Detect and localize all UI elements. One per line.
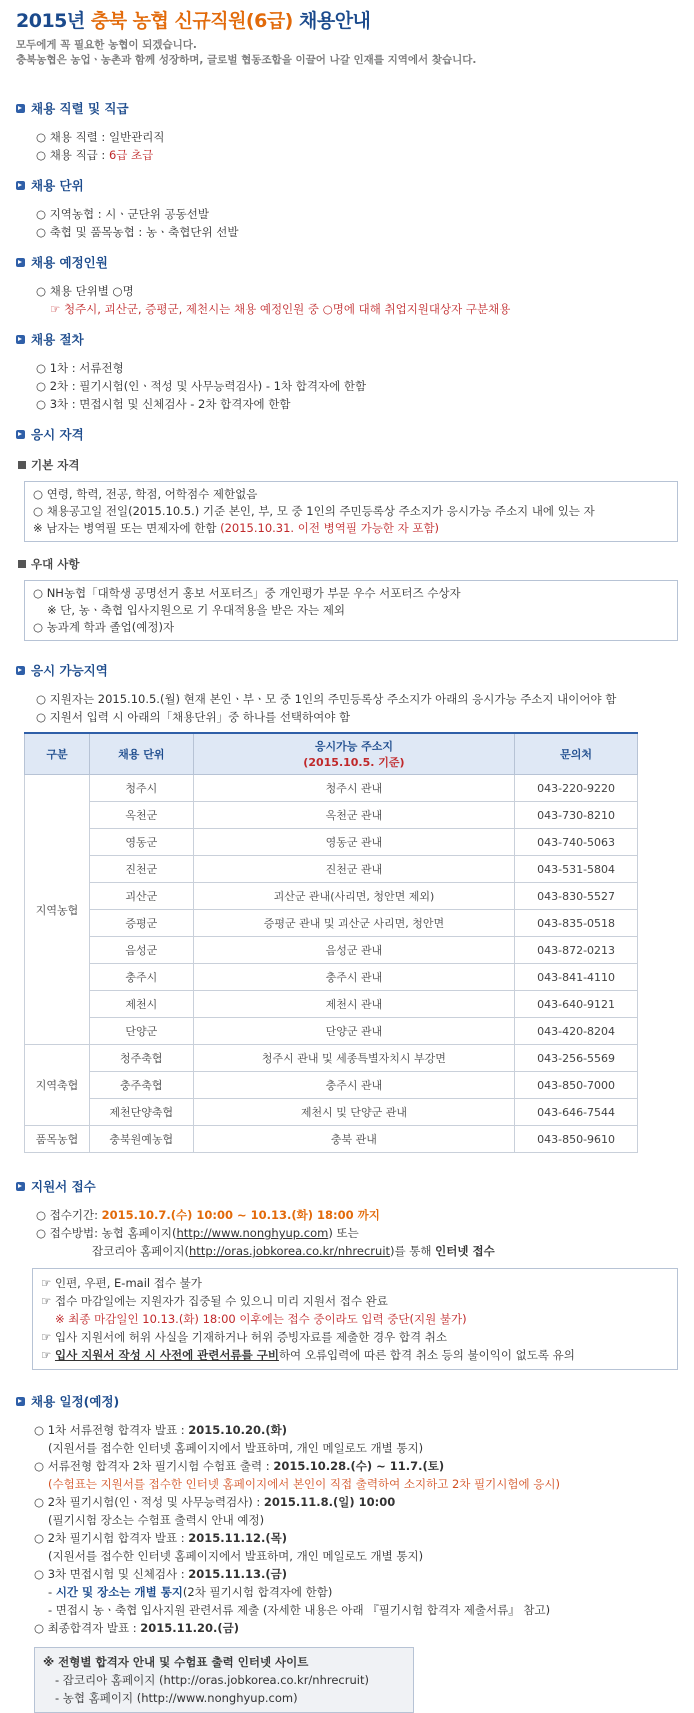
column-header: 응시가능 주소지 (2015.10.5. 기준) bbox=[193, 733, 514, 775]
unit-cell: 괴산군 bbox=[89, 883, 193, 910]
tel-cell: 043-531-5804 bbox=[515, 856, 638, 883]
table-row bbox=[25, 775, 638, 802]
intro-text: 모두에게 꼭 필요한 농협이 되겠습니다. 충북농협은 농업ㆍ농촌과 함께 성장하며, 글로벌 협동조합을 이끌어 나갈 인재를 지역에서 찾습니다. bbox=[16, 39, 477, 66]
addr-cell: 충주시 관내 bbox=[193, 964, 514, 991]
table-row bbox=[25, 883, 638, 910]
sub-heading: 우대 사항 bbox=[0, 556, 694, 572]
unit-cell: 증평군 bbox=[89, 910, 193, 937]
table-row bbox=[25, 991, 638, 1018]
unit-cell: 청주축협 bbox=[89, 1045, 193, 1072]
table-row bbox=[25, 1018, 638, 1045]
group-cell: 품목농협 bbox=[25, 1126, 90, 1153]
column-header: 구분 bbox=[25, 733, 90, 775]
tel-cell: 043-872-0213 bbox=[515, 937, 638, 964]
group-cell: 지역농협 bbox=[25, 775, 90, 1045]
arrow-bullet-icon bbox=[16, 1182, 25, 1191]
table-row bbox=[25, 1099, 638, 1126]
table-row bbox=[25, 910, 638, 937]
list-item: ○ 채용 직렬 : 일반관리직 bbox=[36, 130, 165, 144]
column-header: 문의처 bbox=[515, 733, 638, 775]
tel-cell: 043-830-5527 bbox=[515, 883, 638, 910]
addr-cell: 청주시 관내 bbox=[193, 775, 514, 802]
addr-cell: 충북 관내 bbox=[193, 1126, 514, 1153]
section-hiring-unit: 채용 단위 ○ 지역농협 : 시ㆍ군단위 공동선발 ○ 축협 및 품목농협 : 농ㆍ축협단위 선발 bbox=[0, 176, 694, 241]
table-row bbox=[25, 829, 638, 856]
unit-cell: 단양군 bbox=[89, 1018, 193, 1045]
unit-cell: 충주시 bbox=[89, 964, 193, 991]
jobkorea-link[interactable]: http://oras.jobkorea.co.kr/nhrecruit bbox=[189, 1244, 391, 1258]
tel-cell: 043-420-8204 bbox=[515, 1018, 638, 1045]
region-table bbox=[24, 732, 638, 1153]
unit-cell: 옥천군 bbox=[89, 802, 193, 829]
section-heading: 채용 직렬 및 직급 bbox=[16, 99, 694, 117]
basic-qualification-box: ○ 연령, 학력, 전공, 학점, 어학점수 제한없음 ○ 채용공고일 전일(2015.10.5.) 기준 본인, 부, 모 중 1인의 주민등록상 주소지가 응시가능 주소지 내에 있는 자 ※ 남자는 병역필 또는 면제자에 한함 (2015.10.31. 이전 병역필 가능한 자 포함) bbox=[24, 481, 678, 542]
list-item: 잡코리아 홈페이지(http://oras.jobkorea.co.kr/nhrecruit)를 통해 인터넷 접수 bbox=[92, 1244, 495, 1258]
tel-cell: 043-841-4110 bbox=[515, 964, 638, 991]
section-eligible-region: 응시 가능지역 ○ 지원자는 2015.10.5.(월) 현재 본인ㆍ부ㆍ모 중 1인의 주민등록상 주소지가 아래의 응시가능 주소지 내이어야 함 ○ 지원서 입력 시 아래의「채용단위」중 하나를 선택하여야 함 구분 채용 단위 응시가능 주소지 (2015.10.5. 기준) 문의처 지역농협 청주시 청주시 관내 043-220-9220 옥천군 옥천군 관내 043-730-8210 영동군 영동군 관내 043-740-5063 진천군 진천군 관내 043-531-5804 괴산군 괴산군 관내(사리면, 청안면 제외) 043-830-5527 증평군 증평군 관내 및 괴산군 사리면, 청안면 043-835-0518 음성군 음성군 관내 043-872-0213 충주시 충주시 관내 043-841-4110 제천시 제천시 관내 043-640-9121 단양군 단양군 관내 043-420-8204 지역축협 청주축협 청주시 관내 및 세종특별자치시 부강면 043-256-5569 충주축협 충주시 관내 043-850-7000 제천단양축협 제천시 및 단양군 관내 043-646-7544 품목농협 충북원예농협 충북 관내 043-850-9610 bbox=[0, 661, 694, 1153]
section-application: 지원서 접수 ○ 접수기간: 2015.10.7.(수) 10:00 ~ 10.13.(화) 18:00 까지 ○ 접수방법: 농협 홈페이지(http://www.nonghyup.com) 또는 잡코리아 홈페이지(http://oras.jobkorea.co.kr/nhrecruit)를 통해 인터넷 접수 ☞ 인편, 우편, E-mail 접수 불가 ☞ 접수 마감일에는 지원자가 집중될 수 있으니 미리 지원서 접수 완료 ※ 최종 마감일인 10.13.(화) 18:00 이후에는 접수 중이라도 입력 중단(지원 불가) ☞ 입사 지원서에 허위 사실을 기재하거나 허위 증빙자료를 제출한 경우 합격 취소 ☞ 입사 지원서 작성 시 사전에 관련서류를 구비하여 오류입력에 따른 합격 취소 등의 불이익이 없도록 유의 bbox=[0, 1177, 694, 1370]
list-item: ○ 지원서 입력 시 아래의「채용단위」중 하나를 선택하여야 함 bbox=[36, 710, 351, 724]
addr-cell: 음성군 관내 bbox=[193, 937, 514, 964]
table-row bbox=[25, 1045, 638, 1072]
table-header-row bbox=[25, 733, 638, 775]
list-item: ○ 접수기간: 2015.10.7.(수) 10:00 ~ 10.13.(화) 18:00 까지 bbox=[36, 1208, 380, 1222]
arrow-bullet-icon bbox=[16, 181, 25, 190]
region-table-body bbox=[25, 775, 638, 1153]
group-cell: 지역축협 bbox=[25, 1045, 90, 1126]
tel-cell: 043-835-0518 bbox=[515, 910, 638, 937]
list-item: ○ 3차 : 면접시험 및 신체검사 - 2차 합격자에 한함 bbox=[36, 397, 291, 411]
tel-cell: 043-220-9220 bbox=[515, 775, 638, 802]
page-title: 2015년 충북 농협 신규직원(6급) 채용안내 bbox=[16, 10, 371, 32]
arrow-bullet-icon bbox=[16, 666, 25, 675]
addr-cell: 단양군 관내 bbox=[193, 1018, 514, 1045]
arrow-bullet-icon bbox=[16, 1397, 25, 1406]
unit-cell: 제천시 bbox=[89, 991, 193, 1018]
result-site-box: ※ 전형별 합격자 안내 및 수험표 출력 인터넷 사이트 - 잡코리아 홈페이지 (http://oras.jobkorea.co.kr/nhrecruit) - 농협 홈페이지 (http://www.nonghyup.com) bbox=[34, 1647, 414, 1713]
addr-cell: 증평군 관내 및 괴산군 사리면, 청안면 bbox=[193, 910, 514, 937]
arrow-bullet-icon bbox=[16, 258, 25, 267]
tel-cell: 043-850-9610 bbox=[515, 1126, 638, 1153]
addr-cell: 충주시 관내 bbox=[193, 1072, 514, 1099]
table-row bbox=[25, 1126, 638, 1153]
addr-cell: 청주시 관내 및 세종특별자치시 부강면 bbox=[193, 1045, 514, 1072]
nonghyup-link[interactable]: http://www.nonghyup.com bbox=[176, 1226, 329, 1240]
jobkorea-site: - 잡코리아 홈페이지 (http://oras.jobkorea.co.kr/nhrecruit) bbox=[55, 1673, 369, 1687]
table-row bbox=[25, 964, 638, 991]
section-eligibility: 응시 자격 기본 자격 ○ 연령, 학력, 전공, 학점, 어학점수 제한없음 ○ 채용공고일 전일(2015.10.5.) 기준 본인, 부, 모 중 1인의 주민등록상 주소지가 응시가능 주소지 내에 있는 자 ※ 남자는 병역필 또는 면제자에 한함 (2015.10.31. 이전 병역필 가능한 자 포함) 우대 사항 ○ NH농협「대학생 공명선거 홍보 서포터즈」중 개인평가 부문 우수 서포터즈 수상자 ※ 단, 농ㆍ축협 입사지원으로 기 우대적용을 받은 자는 제외 ○ 농과계 학과 졸업(예정)자 bbox=[0, 425, 694, 641]
tel-cell: 043-850-7000 bbox=[515, 1072, 638, 1099]
section-schedule: 채용 일정(예정) ○ 1차 서류전형 합격자 발표 : 2015.10.20.(화) (지원서를 접수한 인터넷 홈페이지에서 발표하며, 개인 메일로도 개별 통지) ○ 서류전형 합격자 2차 필기시험 수험표 출력 : 2015.10.28.(수) ~ 11.7.(토) (수험표는 지원서를 접수한 인터넷 홈페이지에서 본인이 직접 출력하여 소지하고 2차 필기시험에 응시) ○ 2차 필기시험(인ㆍ적성 및 사무능력검사) : 2015.11.8.(일) 10:00 (필기시험 장소는 수험표 출력시 안내 예정) ○ 2차 필기시험 합격자 발표 : 2015.11.12.(목) (지원서를 접수한 인터넷 홈페이지에서 발표하며, 개인 메일로도 개별 통지) ○ 3차 면접시험 및 신체검사 : 2015.11.13.(금) - 시간 및 장소는 개별 통지(2차 필기시험 합격자에 한함) - 면접시 농ㆍ축협 입사지원 관련서류 제출 (자세한 내용은 아래 『필기시험 합격자 제출서류』 참고) ○ 최종합격자 발표 : 2015.11.20.(금) ※ 전형별 합격자 안내 및 수험표 출력 인터넷 사이트 - 잡코리아 홈페이지 (http://oras.jobkorea.co.kr/nhrecruit) - 농협 홈페이지 (http://www.nonghyup.com) bbox=[0, 1392, 694, 1713]
unit-cell: 청주시 bbox=[89, 775, 193, 802]
arrow-bullet-icon bbox=[16, 430, 25, 439]
tel-cell: 043-256-5569 bbox=[515, 1045, 638, 1072]
list-item: ○ 지역농협 : 시ㆍ군단위 공동선발 bbox=[36, 207, 209, 221]
list-item: ○ 2차 : 필기시험(인ㆍ적성 및 사무능력검사) - 1차 합격자에 한함 bbox=[36, 379, 367, 393]
list-item: ○ 채용 직급 : 6급 초급 bbox=[36, 148, 154, 162]
unit-cell: 음성군 bbox=[89, 937, 193, 964]
addr-cell: 제천시 및 단양군 관내 bbox=[193, 1099, 514, 1126]
table-row bbox=[25, 1072, 638, 1099]
preference-box: ○ NH농협「대학생 공명선거 홍보 서포터즈」중 개인평가 부문 우수 서포터즈 수상자 ※ 단, 농ㆍ축협 입사지원으로 기 우대적용을 받은 자는 제외 ○ 농과계 학과 졸업(예정)자 bbox=[24, 580, 678, 641]
nonghyup-site: - 농협 홈페이지 (http://www.nonghyup.com) bbox=[55, 1691, 298, 1705]
tel-cell: 043-730-8210 bbox=[515, 802, 638, 829]
unit-cell: 충북원예농협 bbox=[89, 1126, 193, 1153]
unit-cell: 진천군 bbox=[89, 856, 193, 883]
addr-cell: 옥천군 관내 bbox=[193, 802, 514, 829]
table-row bbox=[25, 856, 638, 883]
list-item: ○ 1차 : 서류전형 bbox=[36, 361, 124, 375]
sub-heading: 기본 자격 bbox=[0, 457, 694, 473]
section-procedure: 채용 절차 ○ 1차 : 서류전형 ○ 2차 : 필기시험(인ㆍ적성 및 사무능력검사) - 1차 합격자에 한함 ○ 3차 : 면접시험 및 신체검사 - 2차 합격자에 한함 bbox=[0, 330, 694, 413]
addr-cell: 진천군 관내 bbox=[193, 856, 514, 883]
list-item: ○ 지원자는 2015.10.5.(월) 현재 본인ㆍ부ㆍ모 중 1인의 주민등록상 주소지가 아래의 응시가능 주소지 내이어야 함 bbox=[36, 692, 617, 706]
column-header: 채용 단위 bbox=[89, 733, 193, 775]
unit-cell: 충주축협 bbox=[89, 1072, 193, 1099]
table-row bbox=[25, 937, 638, 964]
header bbox=[0, 0, 694, 68]
list-item: ○ 축협 및 품목농협 : 농ㆍ축협단위 선발 bbox=[36, 225, 239, 239]
tel-cell: 043-640-9121 bbox=[515, 991, 638, 1018]
table-row bbox=[25, 802, 638, 829]
section-headcount: 채용 예정인원 ○ 채용 단위별 ○명 ☞ 청주시, 괴산군, 증평군, 제천시는 채용 예정인원 중 ○명에 대해 취업지원대상자 구분채용 bbox=[0, 253, 694, 318]
addr-cell: 제천시 관내 bbox=[193, 991, 514, 1018]
application-notes-box: ☞ 인편, 우편, E-mail 접수 불가 ☞ 접수 마감일에는 지원자가 집중될 수 있으니 미리 지원서 접수 완료 ※ 최종 마감일인 10.13.(화) 18:00 이후에는 접수 중이라도 입력 중단(지원 불가) ☞ 입사 지원서에 허위 사실을 기재하거나 허위 증빙자료를 제출한 경우 합격 취소 ☞ 입사 지원서 작성 시 사전에 관련서류를 구비하여 오류입력에 따른 합격 취소 등의 불이익이 없도록 유의 bbox=[32, 1268, 678, 1370]
arrow-bullet-icon bbox=[16, 335, 25, 344]
addr-cell: 영동군 관내 bbox=[193, 829, 514, 856]
note-item: ☞ 청주시, 괴산군, 증평군, 제천시는 채용 예정인원 중 ○명에 대해 취업지원대상자 구분채용 bbox=[50, 302, 511, 316]
section-job-grade bbox=[0, 99, 694, 164]
unit-cell: 제천단양축협 bbox=[89, 1099, 193, 1126]
list-item: ○ 채용 단위별 ○명 bbox=[36, 284, 134, 298]
tel-cell: 043-646-7544 bbox=[515, 1099, 638, 1126]
square-bullet-icon bbox=[18, 560, 26, 568]
tel-cell: 043-740-5063 bbox=[515, 829, 638, 856]
arrow-bullet-icon bbox=[16, 104, 25, 113]
addr-cell: 괴산군 관내(사리면, 청안면 제외) bbox=[193, 883, 514, 910]
square-bullet-icon bbox=[18, 461, 26, 469]
list-item: ○ 접수방법: 농협 홈페이지(http://www.nonghyup.com) 또는 bbox=[36, 1226, 359, 1240]
unit-cell: 영동군 bbox=[89, 829, 193, 856]
